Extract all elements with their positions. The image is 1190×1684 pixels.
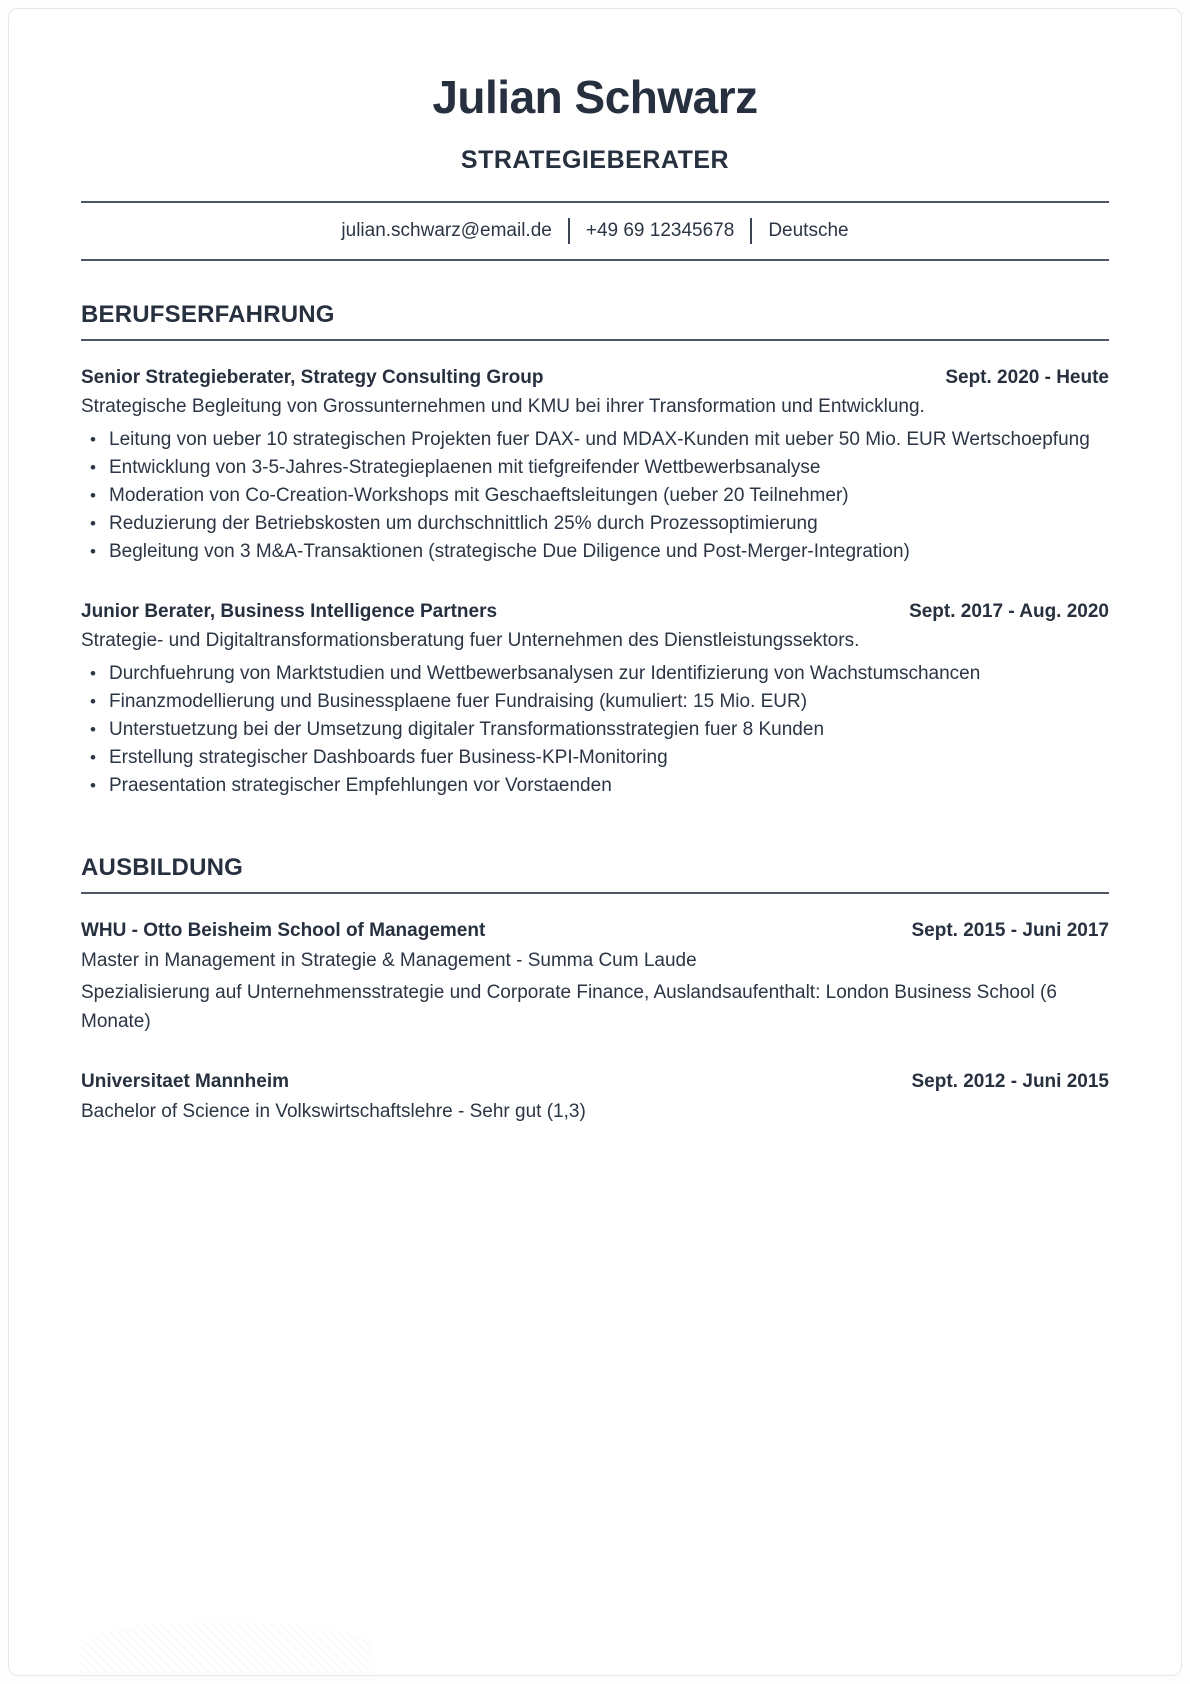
contact-separator [568,218,570,244]
contact-nationality: Deutsche [768,219,849,241]
section-experience [81,301,1109,800]
contact-row [81,203,1109,259]
list-item [81,482,1109,510]
bullet-text: Erstellung strategischer Dashboards fuer Business-KPI-Monitoring [109,746,668,768]
school-name: WHU - Otto Beisheim School of Management [81,919,486,941]
list-item [81,454,1109,482]
entry-dates: Sept. 2017 - Aug. 2020 [909,600,1109,622]
bullet-text: Moderation von Co-Creation-Workshops mit Geschaeftsleitungen (ueber 20 Teilnehmer) [109,484,849,506]
entry-header [81,919,1109,943]
bullet-text: Begleitung von 3 M&A-Transaktionen (strategische Due Diligence und Post-Merger-Integration) [109,540,910,562]
bullet-dot: • [90,513,96,533]
education-entry [81,919,1109,1036]
bullet-text: Entwicklung von 3-5-Jahres-Strategieplaenen mit tiefgreifender Wettbewerbsanalyse [109,456,821,478]
list-item [81,744,1109,772]
entry-summary: Strategische Begleitung von Grossunternehmen und KMU bei ihrer Transformation und Entwicklung. [81,395,925,417]
entry-header [81,600,1109,624]
section-rule-experience [81,339,1109,341]
contact-phone: +49 69 12345678 [585,219,735,241]
bullet-dot: • [90,541,96,561]
contact-email: julian.schwarz@email.de [341,219,552,241]
list-item [81,538,1109,566]
school-name: Universitaet Mannheim [81,1070,289,1092]
experience-entry [81,600,1109,800]
section-education [81,854,1109,1126]
section-rule-education [81,892,1109,894]
list-item [81,426,1109,454]
education-degree: Master in Management in Strategie & Management - Summa Cum Laude [81,949,697,971]
person-name: Julian Schwarz [432,71,758,123]
list-item [81,510,1109,538]
resume-page [8,8,1182,1676]
bullet-dot: • [90,663,96,683]
entry-header [81,366,1109,390]
entry-title: Junior Berater, Business Intelligence Partners [81,600,498,622]
education-entry [81,1070,1109,1126]
bullet-text: Unterstuetzung bei der Umsetzung digitaler Transformationsstrategien fuer 8 Kunden [109,718,825,740]
bullet-text: Praesentation strategischer Empfehlungen vor Vorstaenden [109,774,612,796]
bullet-text: Durchfuehrung von Marktstudien und Wettbewerbsanalysen zur Identifizierung von Wachstumschancen [109,662,981,684]
experience-entry [81,366,1109,566]
bullet-dot: • [90,719,96,739]
bullet-text: Leitung von ueber 10 strategischen Projekten fuer DAX- und MDAX-Kunden mit ueber 50 Mio. EUR Wertschoepfung [109,428,1090,450]
education-degree: Bachelor of Science in Volkswirtschaftslehre - Sehr gut (1,3) [81,1100,586,1122]
education-detail: Spezialisierung auf Unternehmensstrategie und Corporate Finance, Auslandsaufenthalt: London Business School (6 Monate) [81,981,1057,1032]
section-heading-education: AUSBILDUNG [81,853,243,881]
list-item [81,660,1109,688]
header-divider-bottom [81,259,1109,261]
bullet-dot: • [90,747,96,767]
list-item [81,716,1109,744]
bullet-dot: • [90,429,96,449]
entry-bullet-list [81,660,1109,800]
resume-content [9,9,1181,1126]
bullet-text: Finanzmodellierung und Businessplaene fuer Fundraising (kumuliert: 15 Mio. EUR) [109,690,808,712]
entry-summary: Strategie- und Digitaltransformationsberatung fuer Unternehmen des Dienstleistungssektors. [81,629,860,651]
bullet-dot: • [90,457,96,477]
bullet-text: Reduzierung der Betriebskosten um durchschnittlich 25% durch Prozessoptimierung [109,512,818,534]
entry-title: Senior Strategieberater, Strategy Consulting Group [81,366,544,388]
section-heading-experience: BERUFSERFAHRUNG [81,300,335,328]
entry-dates: Sept. 2012 - Juni 2015 [911,1070,1109,1092]
entry-dates: Sept. 2015 - Juni 2017 [911,919,1109,941]
list-item [81,688,1109,716]
entry-header [81,1070,1109,1094]
bullet-dot: • [90,485,96,505]
entry-dates: Sept. 2020 - Heute [945,366,1109,388]
contact-separator [750,218,752,244]
entry-bullet-list [81,426,1109,566]
person-role: STRATEGIEBERATER [460,145,730,174]
bullet-dot: • [90,691,96,711]
list-item [81,772,1109,800]
bullet-dot: • [90,775,96,795]
page-watermark-texture [81,1621,371,1673]
